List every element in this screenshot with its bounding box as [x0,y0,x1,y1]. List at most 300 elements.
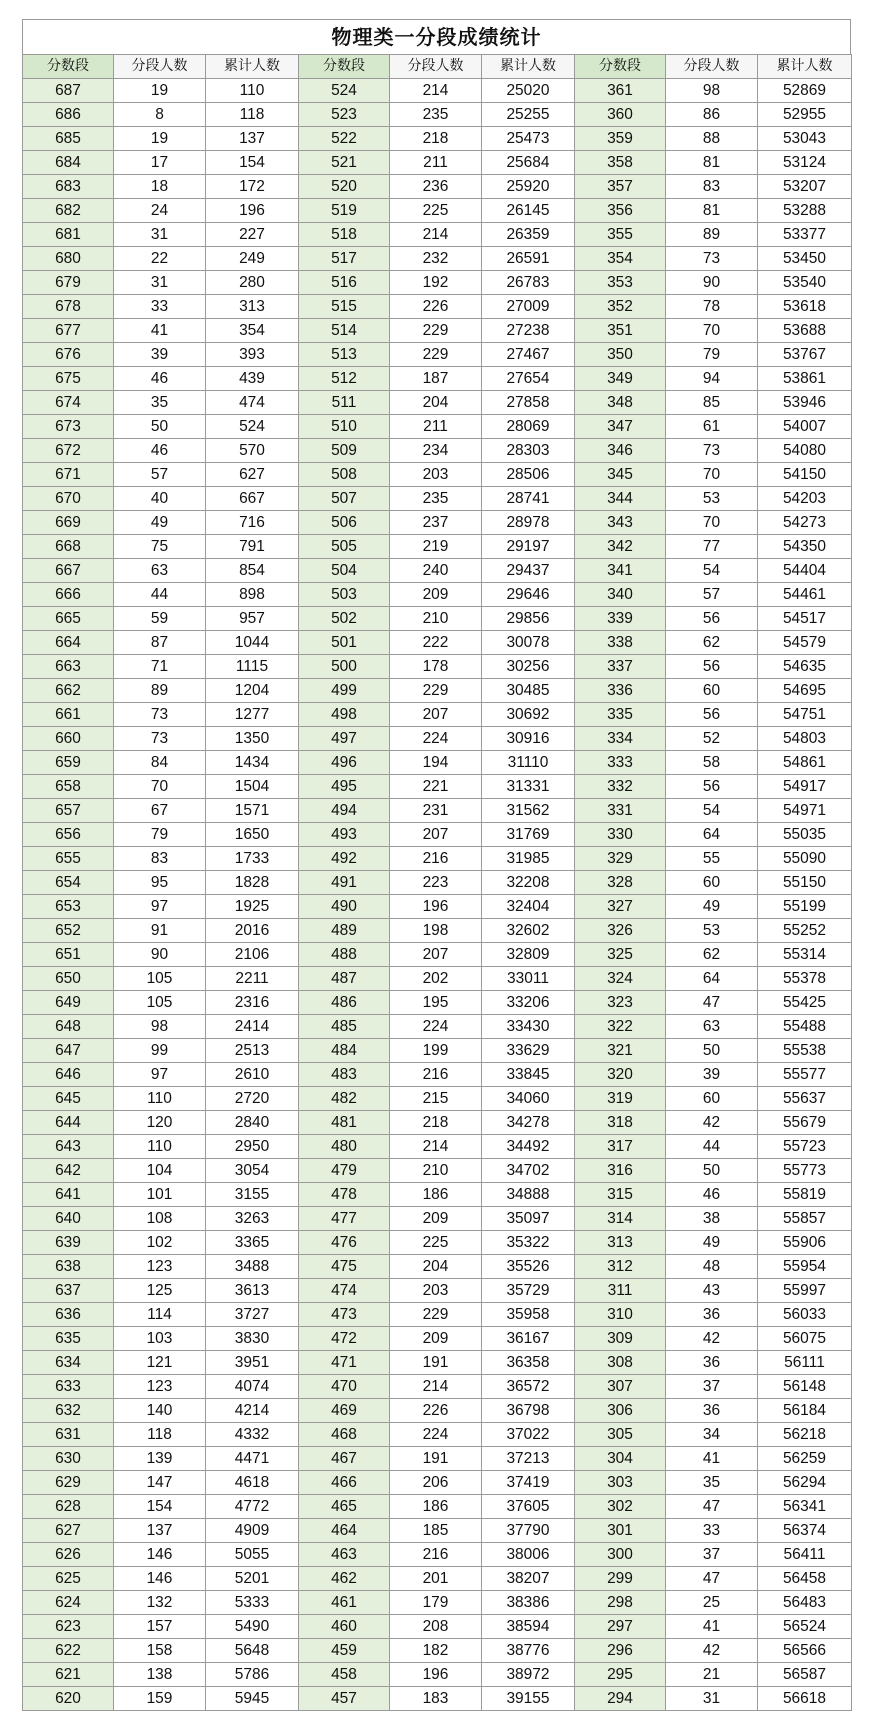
cell-count-1: 40 [114,487,206,511]
cell-cumulative-3: 56111 [758,1351,852,1375]
cell-score-1: 655 [23,847,114,871]
cell-cumulative-1: 957 [206,607,299,631]
cell-count-3: 54 [666,799,758,823]
cell-count-2: 235 [390,487,482,511]
cell-cumulative-1: 5786 [206,1663,299,1687]
cell-score-1: 649 [23,991,114,1015]
cell-cumulative-3: 54517 [758,607,852,631]
cell-cumulative-3: 53861 [758,367,852,391]
cell-cumulative-2: 31985 [482,847,575,871]
cell-score-1: 625 [23,1567,114,1591]
cell-count-2: 226 [390,1399,482,1423]
cell-count-2: 225 [390,199,482,223]
cell-count-2: 209 [390,583,482,607]
table-row [23,1399,852,1423]
cell-count-2: 204 [390,1255,482,1279]
table-row [23,175,852,199]
cell-cumulative-1: 154 [206,151,299,175]
cell-cumulative-2: 31562 [482,799,575,823]
cell-cumulative-1: 1350 [206,727,299,751]
cell-score-1: 651 [23,943,114,967]
cell-cumulative-1: 1925 [206,895,299,919]
cell-score-1: 650 [23,967,114,991]
cell-count-3: 36 [666,1399,758,1423]
cell-cumulative-3: 53767 [758,343,852,367]
cell-cumulative-1: 3365 [206,1231,299,1255]
cell-cumulative-2: 29646 [482,583,575,607]
cell-cumulative-2: 32809 [482,943,575,967]
table-row [23,847,852,871]
cell-score-2: 471 [299,1351,390,1375]
cell-cumulative-3: 54007 [758,415,852,439]
cell-score-2: 491 [299,871,390,895]
table-row [23,1087,852,1111]
cell-count-3: 52 [666,727,758,751]
cell-cumulative-2: 31331 [482,775,575,799]
cell-count-1: 154 [114,1495,206,1519]
cell-count-1: 118 [114,1423,206,1447]
table-row [23,1231,852,1255]
cell-cumulative-2: 25020 [482,79,575,103]
table-row [23,895,852,919]
cell-count-1: 99 [114,1039,206,1063]
cell-cumulative-1: 5201 [206,1567,299,1591]
cell-cumulative-1: 4332 [206,1423,299,1447]
cell-count-1: 137 [114,1519,206,1543]
cell-count-1: 49 [114,511,206,535]
cell-cumulative-2: 34278 [482,1111,575,1135]
cell-cumulative-3: 55997 [758,1279,852,1303]
cell-count-1: 146 [114,1567,206,1591]
cell-score-2: 485 [299,1015,390,1039]
cell-cumulative-3: 55857 [758,1207,852,1231]
cell-cumulative-1: 1650 [206,823,299,847]
table-row [23,1639,852,1663]
cell-cumulative-3: 53946 [758,391,852,415]
cell-cumulative-2: 30692 [482,703,575,727]
cell-count-3: 50 [666,1039,758,1063]
cell-count-2: 226 [390,295,482,319]
cell-count-3: 98 [666,79,758,103]
cell-score-3: 345 [575,463,666,487]
cell-cumulative-1: 3263 [206,1207,299,1231]
table-row [23,967,852,991]
cell-score-1: 646 [23,1063,114,1087]
cell-score-3: 296 [575,1639,666,1663]
cell-cumulative-3: 54751 [758,703,852,727]
cell-cumulative-1: 2414 [206,1015,299,1039]
cell-score-3: 334 [575,727,666,751]
cell-cumulative-1: 3488 [206,1255,299,1279]
cell-count-1: 120 [114,1111,206,1135]
cell-score-1: 622 [23,1639,114,1663]
cell-cumulative-3: 55090 [758,847,852,871]
cell-count-3: 44 [666,1135,758,1159]
cell-count-1: 44 [114,583,206,607]
cell-cumulative-2: 28303 [482,439,575,463]
cell-count-1: 97 [114,1063,206,1087]
cell-score-2: 460 [299,1615,390,1639]
cell-score-3: 340 [575,583,666,607]
cell-count-3: 94 [666,367,758,391]
cell-count-1: 17 [114,151,206,175]
cell-cumulative-1: 5648 [206,1639,299,1663]
cell-cumulative-2: 26783 [482,271,575,295]
cell-cumulative-3: 56341 [758,1495,852,1519]
cell-count-1: 22 [114,247,206,271]
cell-score-3: 347 [575,415,666,439]
cell-score-3: 313 [575,1231,666,1255]
cell-count-2: 209 [390,1327,482,1351]
cell-score-2: 514 [299,319,390,343]
cell-cumulative-2: 36572 [482,1375,575,1399]
cell-cumulative-2: 28069 [482,415,575,439]
cell-score-1: 683 [23,175,114,199]
cell-cumulative-2: 27009 [482,295,575,319]
cell-score-1: 648 [23,1015,114,1039]
cell-count-3: 36 [666,1303,758,1327]
cell-score-1: 636 [23,1303,114,1327]
cell-score-1: 662 [23,679,114,703]
cell-cumulative-3: 54635 [758,655,852,679]
cell-score-2: 498 [299,703,390,727]
cell-cumulative-1: 627 [206,463,299,487]
cell-count-3: 56 [666,703,758,727]
cell-score-1: 685 [23,127,114,151]
header-count-3: 分段人数 [666,55,758,79]
cell-cumulative-1: 5055 [206,1543,299,1567]
cell-score-2: 480 [299,1135,390,1159]
cell-cumulative-1: 137 [206,127,299,151]
cell-score-2: 500 [299,655,390,679]
cell-score-2: 462 [299,1567,390,1591]
cell-cumulative-3: 53207 [758,175,852,199]
cell-cumulative-3: 56411 [758,1543,852,1567]
table-row [23,607,852,631]
cell-cumulative-2: 37022 [482,1423,575,1447]
cell-cumulative-1: 5490 [206,1615,299,1639]
cell-count-2: 236 [390,175,482,199]
cell-count-3: 41 [666,1447,758,1471]
table-row [23,271,852,295]
cell-score-2: 512 [299,367,390,391]
table-row [23,655,852,679]
cell-score-1: 645 [23,1087,114,1111]
cell-cumulative-1: 2016 [206,919,299,943]
cell-score-3: 335 [575,703,666,727]
cell-count-1: 46 [114,367,206,391]
cell-count-1: 46 [114,439,206,463]
cell-count-3: 47 [666,1495,758,1519]
cell-score-1: 657 [23,799,114,823]
cell-count-2: 214 [390,1135,482,1159]
cell-cumulative-3: 53688 [758,319,852,343]
table-row [23,871,852,895]
cell-count-3: 35 [666,1471,758,1495]
cell-cumulative-1: 570 [206,439,299,463]
cell-score-3: 315 [575,1183,666,1207]
table-row [23,1687,852,1711]
cell-cumulative-2: 26591 [482,247,575,271]
cell-score-2: 481 [299,1111,390,1135]
cell-count-2: 191 [390,1351,482,1375]
cell-cumulative-3: 56259 [758,1447,852,1471]
table-row [23,127,852,151]
cell-count-2: 219 [390,535,482,559]
cell-score-3: 338 [575,631,666,655]
cell-count-2: 208 [390,1615,482,1639]
cell-score-2: 474 [299,1279,390,1303]
cell-cumulative-1: 2106 [206,943,299,967]
cell-score-2: 523 [299,103,390,127]
table-row [23,799,852,823]
cell-cumulative-2: 36167 [482,1327,575,1351]
cell-cumulative-2: 29197 [482,535,575,559]
table-row [23,1351,852,1375]
cell-score-2: 463 [299,1543,390,1567]
cell-score-2: 519 [299,199,390,223]
cell-count-1: 71 [114,655,206,679]
cell-score-3: 351 [575,319,666,343]
cell-count-3: 38 [666,1207,758,1231]
table-body [23,79,852,1711]
table-row [23,247,852,271]
cell-cumulative-1: 1204 [206,679,299,703]
cell-cumulative-3: 53618 [758,295,852,319]
cell-count-3: 89 [666,223,758,247]
cell-score-1: 653 [23,895,114,919]
cell-count-3: 56 [666,655,758,679]
cell-count-1: 103 [114,1327,206,1351]
cell-cumulative-1: 1733 [206,847,299,871]
header-cumulative-2: 累计人数 [482,55,575,79]
table-row [23,1135,852,1159]
cell-cumulative-2: 28506 [482,463,575,487]
cell-cumulative-3: 55035 [758,823,852,847]
cell-cumulative-1: 118 [206,103,299,127]
cell-cumulative-2: 35322 [482,1231,575,1255]
cell-count-3: 86 [666,103,758,127]
cell-count-1: 98 [114,1015,206,1039]
cell-cumulative-2: 29437 [482,559,575,583]
cell-cumulative-2: 34888 [482,1183,575,1207]
cell-score-3: 306 [575,1399,666,1423]
cell-score-3: 339 [575,607,666,631]
cell-cumulative-2: 35097 [482,1207,575,1231]
cell-score-1: 632 [23,1399,114,1423]
cell-count-1: 57 [114,463,206,487]
cell-cumulative-3: 54350 [758,535,852,559]
cell-score-3: 353 [575,271,666,295]
cell-count-2: 229 [390,343,482,367]
cell-cumulative-2: 29856 [482,607,575,631]
cell-cumulative-2: 33011 [482,967,575,991]
cell-count-3: 57 [666,583,758,607]
cell-cumulative-2: 30916 [482,727,575,751]
cell-cumulative-2: 32208 [482,871,575,895]
cell-count-3: 49 [666,895,758,919]
cell-cumulative-1: 393 [206,343,299,367]
cell-count-2: 231 [390,799,482,823]
cell-cumulative-3: 55906 [758,1231,852,1255]
cell-cumulative-1: 3951 [206,1351,299,1375]
cell-count-2: 229 [390,679,482,703]
cell-cumulative-3: 55723 [758,1135,852,1159]
table-row [23,391,852,415]
cell-score-2: 502 [299,607,390,631]
cell-count-2: 216 [390,1063,482,1087]
cell-cumulative-3: 55538 [758,1039,852,1063]
cell-score-1: 635 [23,1327,114,1351]
cell-score-3: 298 [575,1591,666,1615]
cell-score-1: 672 [23,439,114,463]
cell-score-3: 320 [575,1063,666,1087]
cell-count-2: 225 [390,1231,482,1255]
table-row [23,1183,852,1207]
cell-cumulative-3: 54150 [758,463,852,487]
cell-score-1: 666 [23,583,114,607]
cell-score-3: 321 [575,1039,666,1063]
cell-count-3: 31 [666,1687,758,1711]
cell-score-1: 628 [23,1495,114,1519]
cell-score-1: 623 [23,1615,114,1639]
table-row [23,919,852,943]
cell-count-2: 192 [390,271,482,295]
cell-cumulative-2: 38386 [482,1591,575,1615]
table-row [23,943,852,967]
cell-score-3: 336 [575,679,666,703]
cell-cumulative-2: 37790 [482,1519,575,1543]
cell-count-3: 42 [666,1327,758,1351]
cell-count-1: 39 [114,343,206,367]
cell-cumulative-2: 33629 [482,1039,575,1063]
cell-cumulative-3: 53288 [758,199,852,223]
cell-count-2: 203 [390,463,482,487]
cell-score-2: 467 [299,1447,390,1471]
cell-cumulative-3: 56483 [758,1591,852,1615]
cell-score-1: 667 [23,559,114,583]
cell-count-1: 79 [114,823,206,847]
cell-score-2: 472 [299,1327,390,1351]
cell-count-2: 196 [390,895,482,919]
table-row [23,1471,852,1495]
cell-cumulative-3: 56218 [758,1423,852,1447]
cell-count-3: 64 [666,823,758,847]
cell-score-2: 470 [299,1375,390,1399]
table-row [23,1567,852,1591]
cell-cumulative-1: 4772 [206,1495,299,1519]
cell-cumulative-1: 3155 [206,1183,299,1207]
cell-count-2: 218 [390,127,482,151]
cell-cumulative-3: 56033 [758,1303,852,1327]
cell-cumulative-3: 53450 [758,247,852,271]
cell-cumulative-3: 54803 [758,727,852,751]
cell-count-3: 62 [666,631,758,655]
cell-count-3: 73 [666,439,758,463]
cell-cumulative-1: 4074 [206,1375,299,1399]
cell-cumulative-2: 27467 [482,343,575,367]
cell-score-3: 312 [575,1255,666,1279]
cell-count-1: 158 [114,1639,206,1663]
cell-score-2: 501 [299,631,390,655]
cell-cumulative-1: 1504 [206,775,299,799]
table-row [23,727,852,751]
cell-count-2: 182 [390,1639,482,1663]
cell-cumulative-3: 52869 [758,79,852,103]
cell-count-3: 79 [666,343,758,367]
cell-cumulative-3: 55637 [758,1087,852,1111]
cell-cumulative-1: 2610 [206,1063,299,1087]
cell-score-1: 686 [23,103,114,127]
cell-count-2: 215 [390,1087,482,1111]
cell-cumulative-1: 667 [206,487,299,511]
cell-score-1: 641 [23,1183,114,1207]
cell-cumulative-1: 2316 [206,991,299,1015]
cell-count-1: 105 [114,991,206,1015]
cell-count-3: 53 [666,487,758,511]
cell-score-2: 506 [299,511,390,535]
cell-count-3: 81 [666,199,758,223]
table-row [23,1591,852,1615]
cell-count-2: 204 [390,391,482,415]
cell-count-3: 64 [666,967,758,991]
cell-count-1: 139 [114,1447,206,1471]
cell-score-3: 331 [575,799,666,823]
cell-score-1: 620 [23,1687,114,1711]
cell-score-2: 459 [299,1639,390,1663]
cell-count-1: 102 [114,1231,206,1255]
cell-count-3: 60 [666,1087,758,1111]
cell-score-3: 348 [575,391,666,415]
cell-score-3: 317 [575,1135,666,1159]
cell-count-2: 234 [390,439,482,463]
cell-score-2: 476 [299,1231,390,1255]
cell-score-3: 324 [575,967,666,991]
cell-cumulative-2: 38006 [482,1543,575,1567]
cell-score-2: 494 [299,799,390,823]
cell-count-3: 70 [666,463,758,487]
cell-count-1: 87 [114,631,206,655]
table-row [23,415,852,439]
cell-score-3: 360 [575,103,666,127]
cell-cumulative-1: 3054 [206,1159,299,1183]
cell-count-1: 97 [114,895,206,919]
cell-score-1: 676 [23,343,114,367]
header-score-3: 分数段 [575,55,666,79]
cell-score-3: 344 [575,487,666,511]
cell-count-1: 75 [114,535,206,559]
cell-score-2: 524 [299,79,390,103]
cell-count-2: 232 [390,247,482,271]
cell-count-2: 195 [390,991,482,1015]
cell-score-3: 332 [575,775,666,799]
cell-cumulative-3: 55314 [758,943,852,967]
cell-score-3: 350 [575,343,666,367]
cell-cumulative-1: 4909 [206,1519,299,1543]
cell-count-2: 214 [390,1375,482,1399]
cell-cumulative-3: 55425 [758,991,852,1015]
cell-cumulative-3: 56184 [758,1399,852,1423]
cell-count-3: 48 [666,1255,758,1279]
cell-count-2: 202 [390,967,482,991]
cell-score-2: 521 [299,151,390,175]
cell-count-3: 70 [666,511,758,535]
cell-cumulative-3: 53377 [758,223,852,247]
cell-cumulative-3: 54861 [758,751,852,775]
cell-count-1: 73 [114,703,206,727]
cell-score-2: 520 [299,175,390,199]
cell-count-3: 58 [666,751,758,775]
